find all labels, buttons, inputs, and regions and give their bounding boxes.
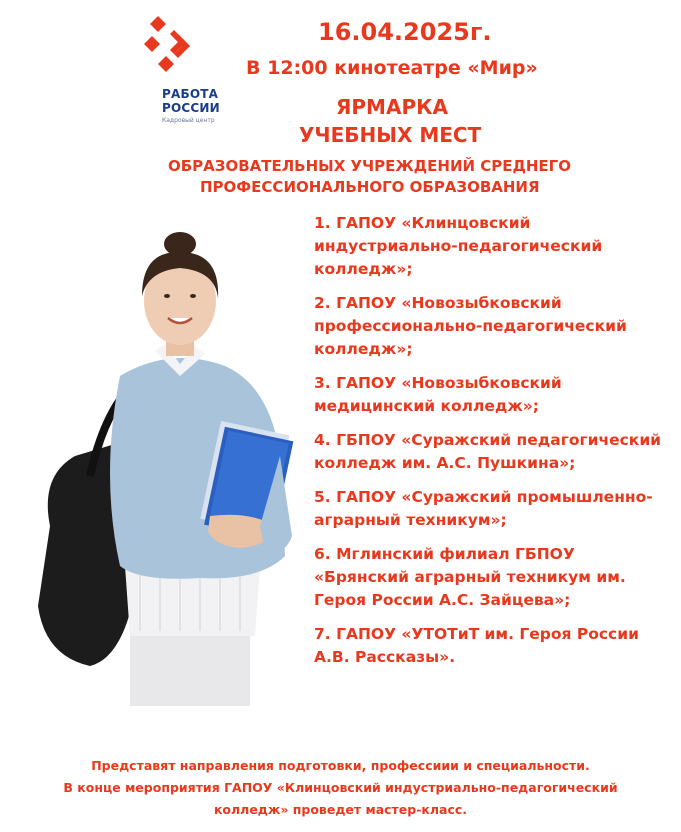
logo-title-line1: РАБОТА (162, 87, 219, 101)
institution-item: 5. ГАПОУ «Суражский промышленно-аграрный техникум»; (314, 488, 653, 529)
institution-item: 2. ГАПОУ «Новозыбковский профессионально-педагогический колледж»; (314, 294, 627, 358)
subtitle-line2: ПРОФЕССИОНАЛЬНОГО ОБРАЗОВАНИЯ (200, 178, 540, 196)
event-date: 16.04.2025г. (318, 18, 492, 46)
title-line1: ЯРМАРКА (336, 95, 448, 119)
institution-item: 7. ГАПОУ «УТОТиТ им. Героя России А.В. Рассказы». (314, 625, 639, 666)
institution-item: 6. Мглинский филиал ГБПОУ «Брянский аграрный техникум им. Героя России А.С. Зайцева»; (314, 545, 626, 609)
title-line2: УЧЕБНЫХ МЕСТ (299, 123, 482, 147)
logo-subtitle: Кадровый центр (162, 117, 215, 124)
footer-line1: Представят направления подготовки, профессиии и специальности. (91, 758, 590, 773)
logo-title-line2: РОССИИ (162, 101, 220, 115)
rabota-rossii-logo (140, 16, 240, 132)
event-venue: В 12:00 кинотеатре «Мир» (246, 57, 538, 79)
student-photo (30, 226, 310, 706)
institutions-list (314, 212, 664, 680)
institution-item: 4. ГБПОУ «Суражский педагогический колледж им. А.С. Пушкина»; (314, 431, 662, 472)
footer-line2: В конце мероприятия ГАПОУ «Клинцовский индустриально-педагогический (63, 780, 618, 795)
subtitle-line1: ОБРАЗОВАТЕЛЬНЫХ УЧРЕЖДЕНИЙ СРЕДНЕГО (168, 157, 571, 175)
institution-item: 1. ГАПОУ «Клинцовский индустриально-педагогический колледж»; (314, 214, 603, 278)
logo-arrows-icon (142, 16, 212, 80)
footer-line3: колледж» проведет мастер-класс. (213, 802, 468, 817)
institution-item: 3. ГАПОУ «Новозыбковский медицинский колледж»; (314, 374, 562, 415)
